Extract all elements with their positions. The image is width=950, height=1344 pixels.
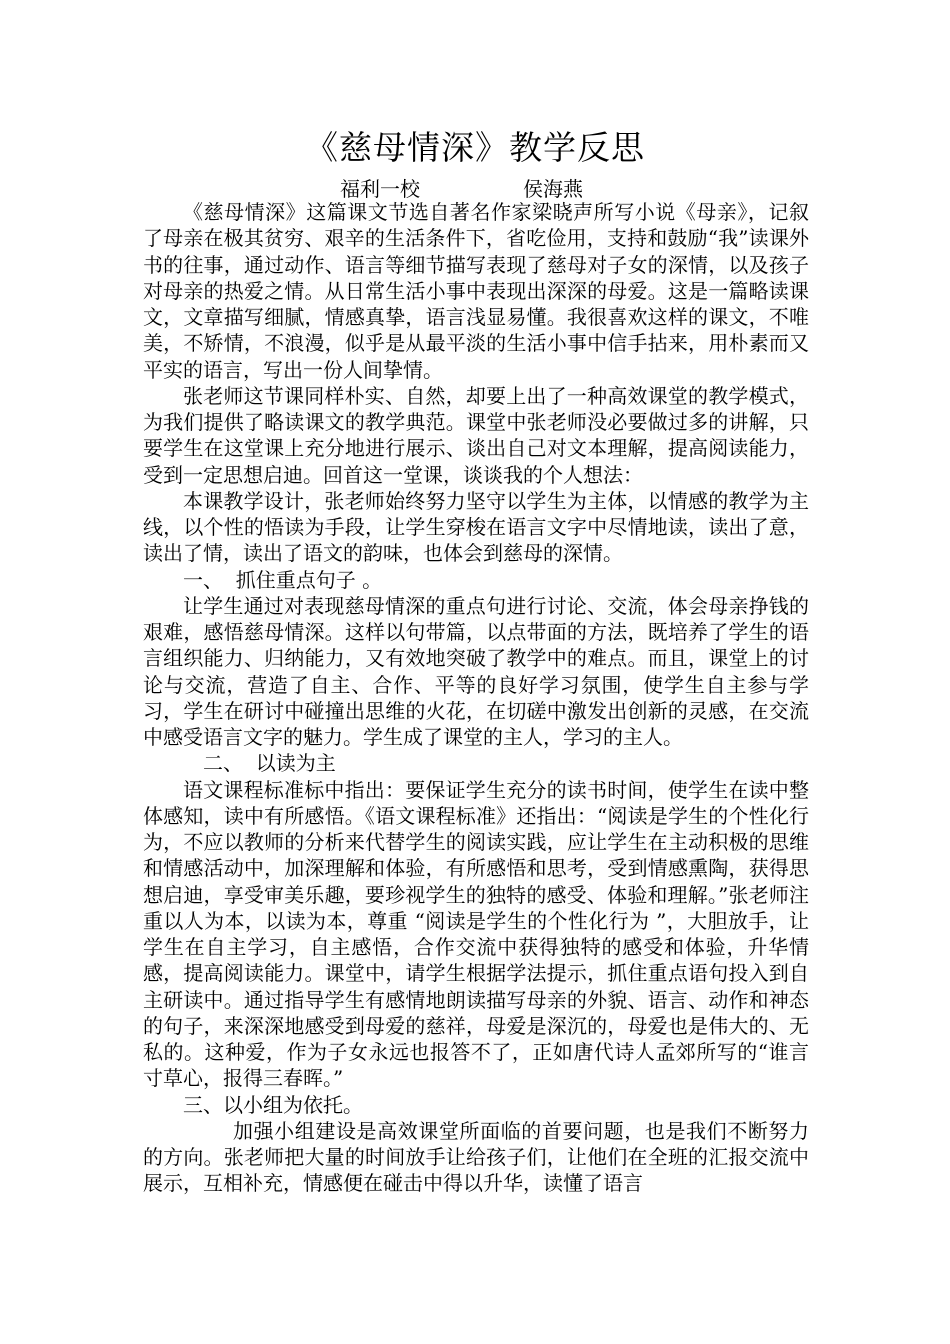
school-name: 福利一校 [340,177,420,201]
paragraph-overview: 张老师这节课同样朴实、自然，却要上出了一种高效课堂的教学模式，为我们提供了略读课文的教学典范。课堂中张老师没必要做过多的讲解，只要学生在这堂课上充分地进行展示、谈出自己对文本理解，提高阅读能力，受到一定思想启迪。回首这一堂课，谈谈我的个人想法： [143,383,809,487]
paragraph-section-3: 加强小组建设是高效课堂所面临的首要问题，也是我们不断努力的方向。张老师把大量的时间放手让给孩子们，让他们在全班的汇报交流中展示，互相补充，情感便在碰击中得以升华，读懂了语言 [143,1118,809,1196]
document-title: 《慈母情深》教学反思 [305,128,645,167]
paragraph-section-2: 语文课程标准标中指出：要保证学生充分的读书时间，使学生在读中整体感知，读中有所感悟。《语文课程标准》还指出：“阅读是学生的个性化行为，不应以教师的分析来代替学生的阅读实践，应让学生在主动积极的思维和情感活动中，加深理解和体验，有所感悟和思考，受到情感熏陶，获得思想启迪，享受审美乐趣，要珍视学生的独特的感受、体验和理解。”张老师注重以人为本，以读为本，尊重 “阅读是学生的个性化行为 ”，大胆放手，让学生在自主学习，自主感悟，合作交流中获得独特的感受和体验，升华情感，提高阅读能力。课堂中，请学生根据学法提示，抓住重点语句投入到自主研读中。通过指导学生有感情地朗读描写母亲的外貌、语言、动作和神态的句子，来深深地感受到母爱的慈祥，母爱是深沉的，母爱也是伟大的、无私的。这种爱，作为子女永远也报答不了，正如唐代诗人孟郊所写的“谁言寸草心，报得三春晖。” [143,777,809,1091]
section-heading-1: 一、 抓住重点句子 。 [183,567,383,592]
section-heading-2: 二、 以读为主 [203,751,336,776]
section-heading-3: 三、以小组为依托。 [183,1092,363,1117]
paragraph-design: 本课教学设计，张老师始终努力坚守以学生为主体，以情感的教学为主线，以个性的悟读为手段，让学生穿梭在语言文字中尽情地读，读出了意，读出了情，读出了语文的韵味，也体会到慈母的深情。 [143,488,809,566]
document-body [143,199,809,1197]
paragraph-intro: 《慈母情深》这篇课文节选自著名作家梁晓声所写小说《母亲》，记叙了母亲在极其贫穷、艰辛的生活条件下，省吃俭用，支持和鼓励“我”读课外书的往事，通过动作、语言等细节描写表现了慈母对子女的深情，以及孩子对母亲的热爱之情。从日常生活小事中表现出深深的母爱。这是一篇略读课文，文章描写细腻，情感真挚，语言浅显易懂。我很喜欢这样的课文，不唯美，不矫情，不浪漫，似乎是从最平淡的生活小事中信手拈来，用朴素而又平实的语言，写出一份人间挚情。 [143,200,809,382]
paragraph-section-1: 让学生通过对表现慈母情深的重点句进行讨论、交流，体会母亲挣钱的艰难，感悟慈母情深。这样以句带篇，以点带面的方法，既培养了学生的语言组织能力、归纳能力，又有效地突破了教学中的难点。而且，课堂上的讨论与交流，营造了自主、合作、平等的良好学习氛围，使学生自主参与学习，学生在研讨中碰撞出思维的火花，在切磋中激发出创新的灵感，在交流中感受语言文字的魅力。学生成了课堂的主人，学习的主人。 [143,593,809,749]
author-name: 侯海燕 [523,177,583,201]
